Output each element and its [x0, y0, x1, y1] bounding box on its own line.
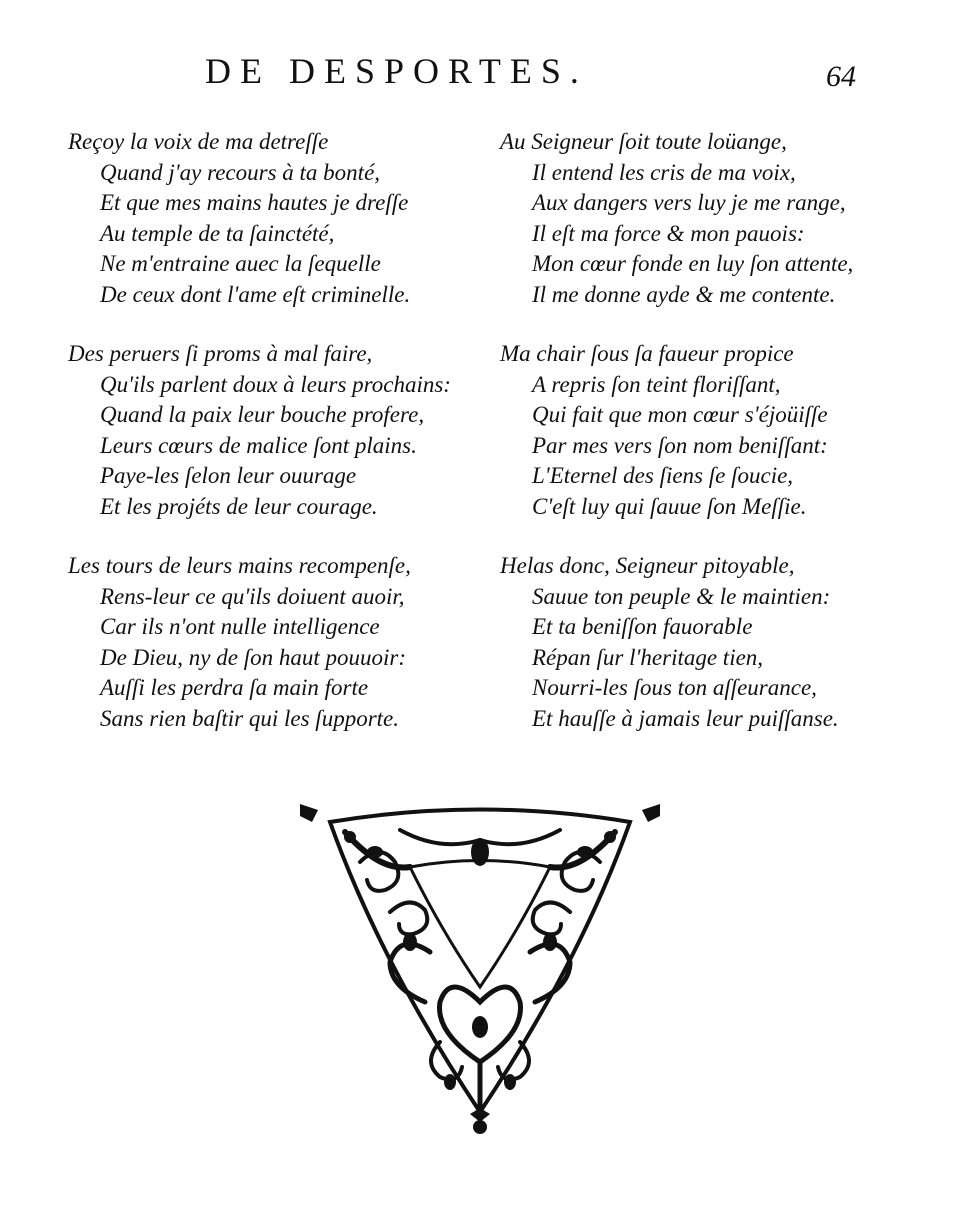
verse-line: Sauue ton peuple & le maintien: — [532, 583, 831, 609]
verse-line: Il me donne ayde & me contente. — [532, 281, 836, 307]
verse-line: Au temple de ta ſainctété, — [100, 220, 335, 246]
verse-line: Helas donc, Seigneur pitoyable, — [500, 553, 795, 578]
running-head: DE DESPORTES. — [205, 51, 588, 91]
verse-line: Quand la paix leur bouche profere, — [100, 402, 425, 427]
verse-line: Et ta beniſſon fauorable — [532, 614, 753, 639]
left-column — [68, 127, 451, 763]
page-number: 64 — [826, 60, 856, 93]
verse-line: Paye-les ſelon leur ouurage — [100, 463, 357, 488]
verse-line: De ceux dont l'ame eſt criminelle. — [100, 281, 411, 307]
stanza-2 — [68, 339, 451, 522]
verse-line: Rens-leur ce qu'ils doiuent auoir, — [100, 583, 405, 609]
verse-line: Par mes vers ſon nom beniſſant: — [532, 432, 828, 458]
verse-line: Auſſi les perdra ſa main forte — [100, 675, 369, 700]
verse-line: Leurs cœurs de malice ſont plains. — [100, 432, 417, 458]
verse-line: Ne m'entraine auec la ſequelle — [100, 251, 381, 276]
stanza-1 — [68, 127, 451, 310]
triangular-fleuron-icon — [290, 792, 670, 1137]
right-column — [500, 127, 853, 763]
verse-line: De Dieu, ny de ſon haut pouuoir: — [100, 644, 406, 670]
verse-line: Les tours de leurs mains recompenſe, — [68, 553, 411, 578]
stanza-5 — [500, 339, 853, 522]
verse-line: Répan ſur l'heritage tien, — [532, 644, 764, 670]
verse-line: Qu'ils parlent doux à leurs prochains: — [100, 371, 451, 397]
verse-line: Des peruers ſi proms à mal faire, — [68, 341, 373, 366]
verse-line: Aux dangers vers luy je me range, — [532, 190, 846, 215]
verse-line: Reçoy la voix de ma detreſſe — [68, 129, 329, 154]
stanza-3 — [68, 551, 451, 734]
verse-line: Ma chair ſous ſa faueur propice — [500, 341, 794, 366]
verse-line: C'eſt luy qui ſauue ſon Meſſie. — [532, 493, 807, 519]
verse-line: Nourri-les ſous ton aſſeurance, — [532, 675, 817, 700]
verse-line: A repris ſon teint floriſſant, — [532, 371, 781, 397]
verse-line: Car ils n'ont nulle intelligence — [100, 614, 380, 639]
verse-line: L'Eternel des ſiens ſe ſoucie, — [532, 463, 794, 488]
verse-line: Sans rien baſtir qui les ſupporte. — [100, 705, 399, 731]
verse-line: Quand j'ay recours à ta bonté, — [100, 159, 381, 185]
verse-line: Et que mes mains hautes je dreſſe — [100, 190, 409, 215]
verse-line: Qui fait que mon cœur s'éjoüiſſe — [532, 402, 828, 427]
stanza-4 — [500, 127, 853, 310]
verse-line: Au Seigneur ſoit toute loüange, — [500, 129, 787, 154]
verse-line: Il entend les cris de ma voix, — [532, 159, 796, 185]
verse-line: Et les projéts de leur courage. — [100, 493, 378, 519]
verse-line: Mon cœur fonde en luy ſon attente, — [532, 251, 854, 276]
stanza-6 — [500, 551, 853, 734]
verse-line: Il eſt ma force & mon pauois: — [532, 220, 805, 246]
verse-line: Et hauſſe à jamais leur puiſſanse. — [532, 705, 839, 731]
